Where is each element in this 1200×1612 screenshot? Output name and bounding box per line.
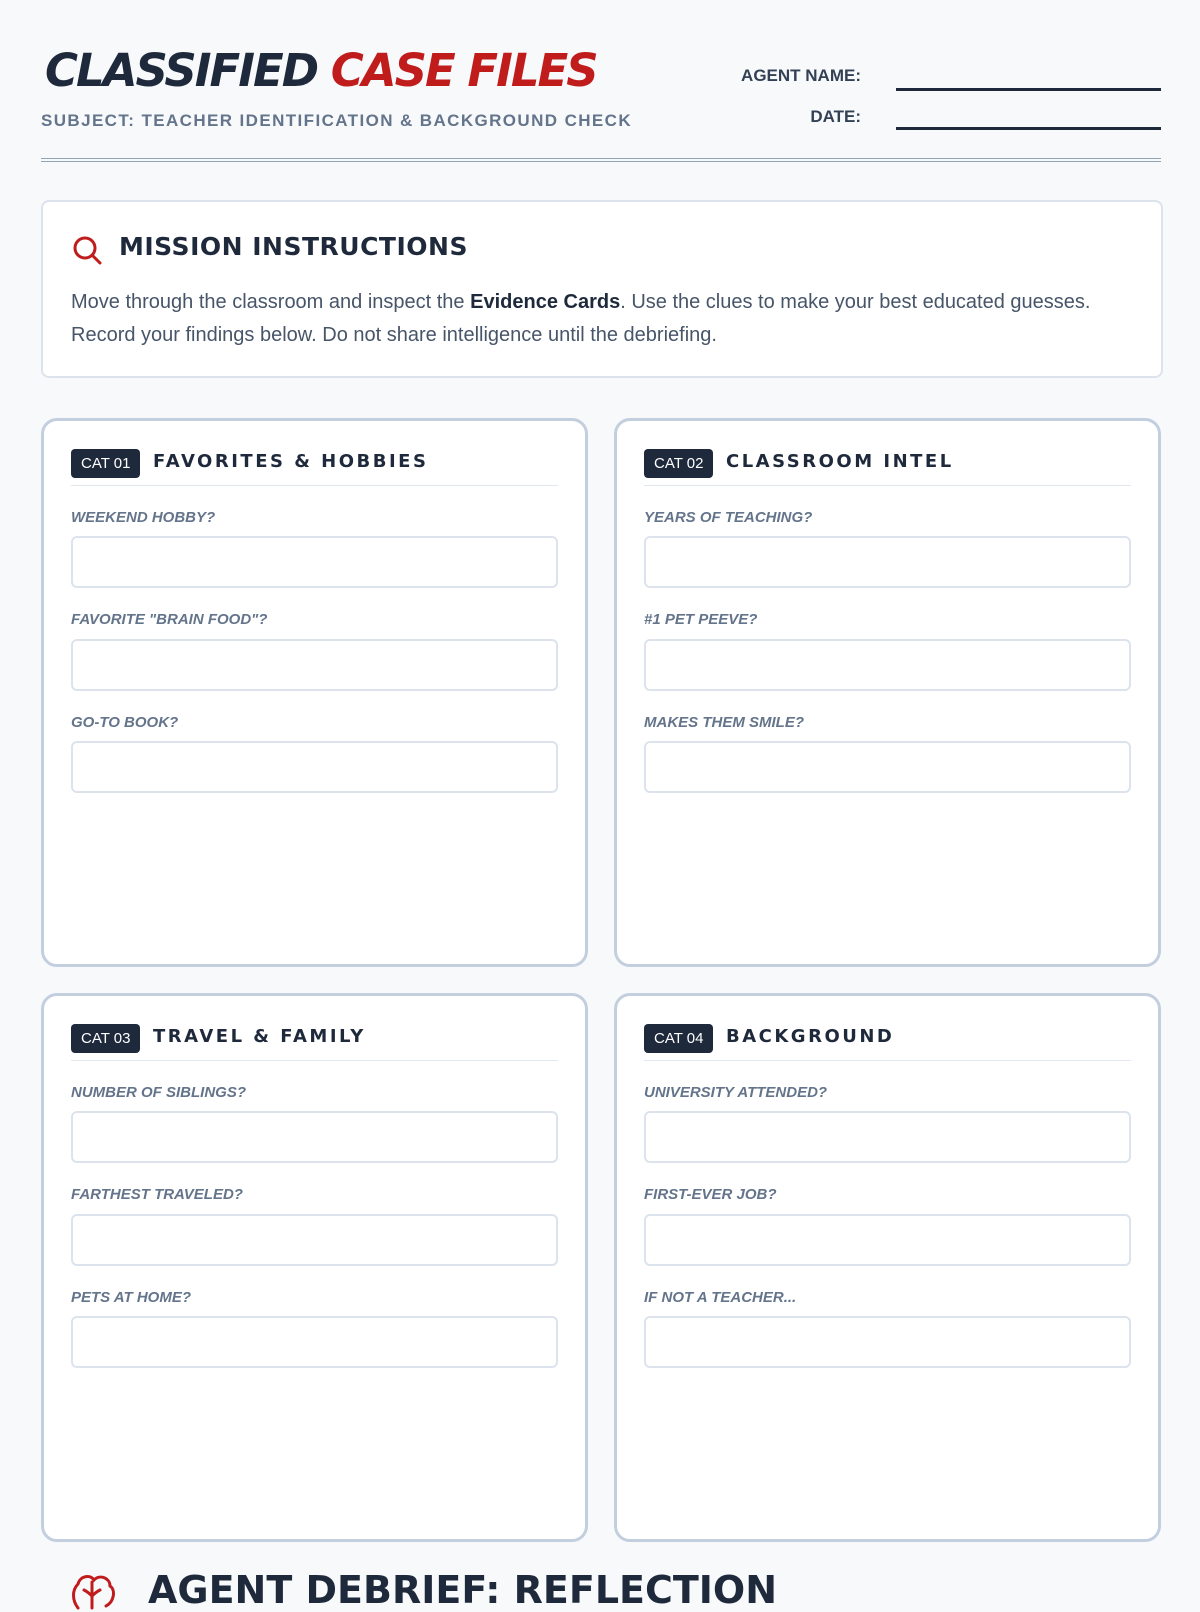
pets-at-home-input[interactable] [71, 1316, 558, 1368]
field-label: FAVORITE "BRAIN FOOD"? [71, 611, 268, 628]
category-header [71, 449, 558, 486]
field-label: GO-TO BOOK? [71, 714, 179, 731]
first-job-input[interactable] [644, 1214, 1131, 1266]
category-card-favorites [41, 418, 588, 967]
mission-text-start: Move through the classroom and inspect the [71, 291, 471, 313]
category-badge: CAT 04 [644, 1024, 713, 1053]
date-label: DATE: [810, 107, 861, 126]
mission-heading: MISSION INSTRUCTIONS [119, 232, 468, 261]
brain-icon [68, 1570, 116, 1610]
title-accent: CASE FILES [330, 44, 597, 97]
makes-them-smile-input[interactable] [644, 741, 1131, 793]
if-not-teacher-input[interactable] [644, 1316, 1131, 1368]
category-header [644, 449, 1131, 486]
field-label: WEEKEND HOBBY? [71, 509, 216, 526]
category-title: BACKGROUND [726, 1026, 895, 1047]
agent-name-field[interactable] [896, 88, 1161, 91]
category-card-classroom-intel [614, 418, 1161, 967]
farthest-traveled-input[interactable] [71, 1214, 558, 1266]
category-card-travel-family [41, 993, 588, 1542]
mission-text [71, 286, 1141, 352]
field-label: UNIVERSITY ATTENDED? [644, 1084, 828, 1101]
field-label: YEARS OF TEACHING? [644, 509, 813, 526]
weekend-hobby-input[interactable] [71, 536, 558, 588]
category-title: FAVORITES & HOBBIES [153, 451, 429, 472]
agent-name-label: AGENT NAME: [741, 66, 861, 85]
category-title: TRAVEL & FAMILY [153, 1026, 366, 1047]
years-teaching-input[interactable] [644, 536, 1131, 588]
field-label: NUMBER OF SIBLINGS? [71, 1084, 246, 1101]
mission-text-bold: Evidence Cards [470, 291, 621, 313]
search-icon [71, 234, 103, 266]
category-header [71, 1024, 558, 1061]
mission-text-end: . Use the clues to make your best educated guesses. Record your findings below. Do not share intelligence until the debriefing. [71, 291, 1091, 346]
go-to-book-input[interactable] [71, 741, 558, 793]
field-label: #1 PET PEEVE? [644, 611, 758, 628]
brain-food-input[interactable] [71, 639, 558, 691]
category-badge: CAT 01 [71, 449, 140, 478]
page-subtitle: SUBJECT: TEACHER IDENTIFICATION & BACKGROUND CHECK [41, 111, 633, 130]
date-field[interactable] [896, 127, 1161, 130]
category-card-background [614, 993, 1161, 1542]
field-label: FIRST-EVER JOB? [644, 1186, 777, 1203]
category-badge: CAT 02 [644, 449, 713, 478]
title-main: CLASSIFIED [45, 44, 318, 97]
field-label: IF NOT A TEACHER... [644, 1289, 797, 1306]
page-title [45, 44, 597, 97]
category-title: CLASSROOM INTEL [726, 451, 954, 472]
mission-instructions-panel [41, 200, 1163, 378]
pet-peeve-input[interactable] [644, 639, 1131, 691]
field-label: PETS AT HOME? [71, 1289, 191, 1306]
page-header [41, 40, 1161, 162]
category-header [644, 1024, 1131, 1061]
field-label: MAKES THEM SMILE? [644, 714, 804, 731]
university-input[interactable] [644, 1111, 1131, 1163]
debrief-section [68, 1568, 1168, 1612]
field-label: FARTHEST TRAVELED? [71, 1186, 243, 1203]
category-badge: CAT 03 [71, 1024, 140, 1053]
debrief-title: AGENT DEBRIEF: REFLECTION [148, 1568, 778, 1612]
siblings-input[interactable] [71, 1111, 558, 1163]
